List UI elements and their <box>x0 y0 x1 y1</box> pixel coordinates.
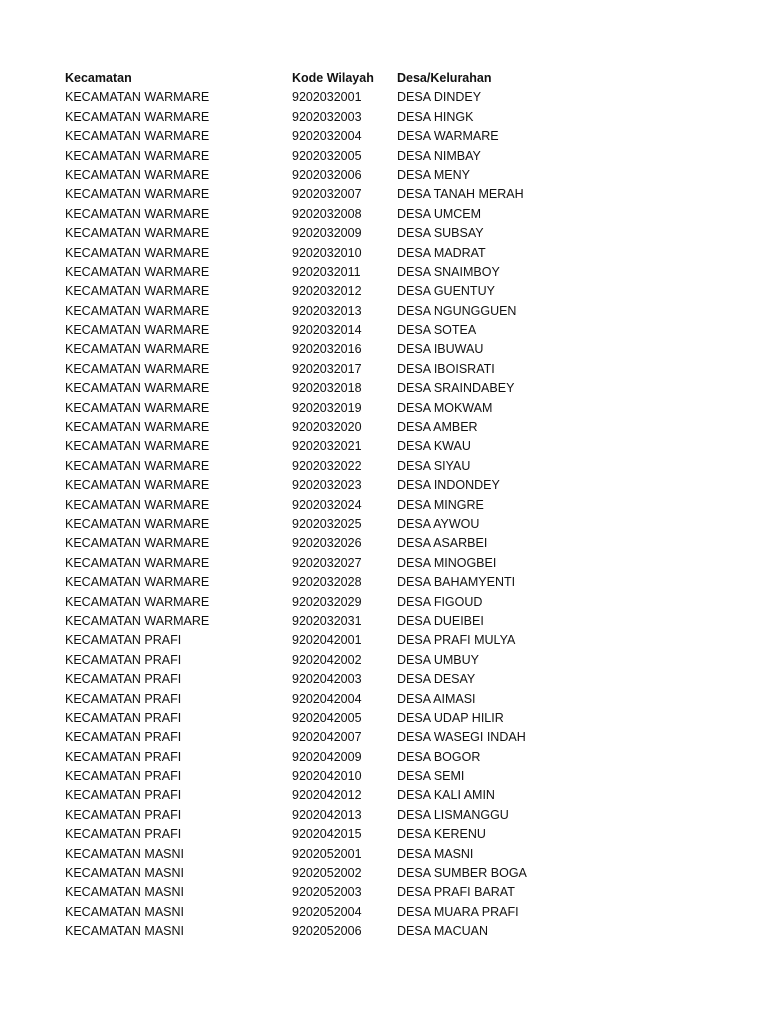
cell-kecamatan: KECAMATAN WARMARE <box>65 109 210 124</box>
cell-desa-kelurahan: DESA KWAU <box>397 439 471 454</box>
cell-kecamatan: KECAMATAN WARMARE <box>65 613 210 628</box>
table-row <box>65 515 585 534</box>
header-kode-wilayah: Kode Wilayah <box>292 71 374 85</box>
table-row <box>65 534 585 553</box>
cell-kecamatan: KECAMATAN WARMARE <box>65 129 210 144</box>
cell-kode-wilayah: 9202042002 <box>292 652 362 667</box>
cell-desa-kelurahan: DESA SEMI <box>397 769 465 784</box>
table-row <box>65 728 585 747</box>
cell-kode-wilayah: 9202032004 <box>292 129 362 144</box>
cell-kecamatan: KECAMATAN WARMARE <box>65 594 210 609</box>
cell-kode-wilayah: 9202032001 <box>292 90 362 105</box>
cell-kecamatan: KECAMATAN WARMARE <box>65 575 210 590</box>
cell-kode-wilayah: 9202032003 <box>292 109 362 124</box>
cell-kode-wilayah: 9202042003 <box>292 672 362 687</box>
table-body <box>65 88 585 941</box>
table-row <box>65 437 585 456</box>
cell-desa-kelurahan: DESA PRAFI MULYA <box>397 633 516 648</box>
cell-kecamatan: KECAMATAN WARMARE <box>65 284 210 299</box>
cell-desa-kelurahan: DESA AYWOU <box>397 516 480 531</box>
cell-kecamatan: KECAMATAN PRAFI <box>65 730 182 745</box>
cell-kode-wilayah: 9202032029 <box>292 594 362 609</box>
cell-desa-kelurahan: DESA BAHAMYENTI <box>397 575 516 590</box>
cell-kecamatan: KECAMATAN MASNI <box>65 846 184 861</box>
cell-desa-kelurahan: DESA MADRAT <box>397 245 486 260</box>
table-row <box>65 554 585 573</box>
table-row <box>65 476 585 495</box>
cell-desa-kelurahan: DESA HINGK <box>397 109 474 124</box>
table-row <box>65 340 585 359</box>
table-row <box>65 806 585 825</box>
cell-desa-kelurahan: DESA ASARBEI <box>397 536 488 551</box>
cell-kode-wilayah: 9202032009 <box>292 226 362 241</box>
table-row <box>65 786 585 805</box>
table-row <box>65 670 585 689</box>
cell-kecamatan: KECAMATAN WARMARE <box>65 187 210 202</box>
table-row <box>65 767 585 786</box>
table-row <box>65 457 585 476</box>
cell-kecamatan: KECAMATAN WARMARE <box>65 226 210 241</box>
cell-desa-kelurahan: DESA GUENTUY <box>397 284 495 299</box>
header-desa-kelurahan: Desa/Kelurahan <box>397 71 492 85</box>
table-row <box>65 147 585 166</box>
cell-kecamatan: KECAMATAN MASNI <box>65 924 184 939</box>
cell-kode-wilayah: 9202032006 <box>292 167 362 182</box>
table-row <box>65 379 585 398</box>
cell-kecamatan: KECAMATAN WARMARE <box>65 458 210 473</box>
cell-kecamatan: KECAMATAN PRAFI <box>65 827 182 842</box>
cell-kode-wilayah: 9202042010 <box>292 769 362 784</box>
table-row <box>65 883 585 902</box>
cell-kode-wilayah: 9202032010 <box>292 245 362 260</box>
table-row <box>65 709 585 728</box>
cell-kode-wilayah: 9202032027 <box>292 555 362 570</box>
cell-desa-kelurahan: DESA MACUAN <box>397 924 488 939</box>
table-row <box>65 418 585 437</box>
cell-kode-wilayah: 9202032016 <box>292 342 362 357</box>
cell-kode-wilayah: 9202032014 <box>292 323 362 338</box>
table-row <box>65 127 585 146</box>
cell-kecamatan: KECAMATAN PRAFI <box>65 633 182 648</box>
cell-kode-wilayah: 9202042013 <box>292 807 362 822</box>
cell-desa-kelurahan: DESA AIMASI <box>397 691 476 706</box>
table-row <box>65 631 585 650</box>
table-row <box>65 573 585 592</box>
cell-kecamatan: KECAMATAN WARMARE <box>65 342 210 357</box>
cell-kode-wilayah: 9202052001 <box>292 846 362 861</box>
cell-kode-wilayah: 9202042005 <box>292 710 362 725</box>
cell-kode-wilayah: 9202032011 <box>292 264 361 279</box>
cell-kecamatan: KECAMATAN PRAFI <box>65 691 182 706</box>
cell-kecamatan: KECAMATAN PRAFI <box>65 749 182 764</box>
cell-desa-kelurahan: DESA SOTEA <box>397 323 477 338</box>
cell-kecamatan: KECAMATAN WARMARE <box>65 497 210 512</box>
cell-kecamatan: KECAMATAN WARMARE <box>65 361 210 376</box>
cell-desa-kelurahan: DESA IBOISRATI <box>397 361 495 376</box>
cell-kode-wilayah: 9202032026 <box>292 536 362 551</box>
cell-kecamatan: KECAMATAN WARMARE <box>65 206 210 221</box>
cell-kode-wilayah: 9202042007 <box>292 730 362 745</box>
cell-kode-wilayah: 9202052006 <box>292 924 362 939</box>
cell-kecamatan: KECAMATAN WARMARE <box>65 420 210 435</box>
table-row <box>65 205 585 224</box>
cell-desa-kelurahan: DESA BOGOR <box>397 749 481 764</box>
cell-kecamatan: KECAMATAN PRAFI <box>65 672 182 687</box>
cell-desa-kelurahan: DESA KALI AMIN <box>397 788 495 803</box>
cell-kecamatan: KECAMATAN PRAFI <box>65 710 182 725</box>
cell-kecamatan: KECAMATAN MASNI <box>65 904 184 919</box>
table-row <box>65 244 585 263</box>
cell-desa-kelurahan: DESA MINOGBEI <box>397 555 497 570</box>
cell-desa-kelurahan: DESA MUARA PRAFI <box>397 904 519 919</box>
cell-kecamatan: KECAMATAN WARMARE <box>65 323 210 338</box>
table-row <box>65 651 585 670</box>
table-row <box>65 302 585 321</box>
cell-kecamatan: KECAMATAN WARMARE <box>65 400 210 415</box>
cell-desa-kelurahan: DESA MOKWAM <box>397 400 493 415</box>
cell-desa-kelurahan: DESA SNAIMBOY <box>397 264 500 279</box>
cell-kecamatan: KECAMATAN PRAFI <box>65 769 182 784</box>
cell-kecamatan: KECAMATAN WARMARE <box>65 148 210 163</box>
cell-desa-kelurahan: DESA WARMARE <box>397 129 499 144</box>
cell-kecamatan: KECAMATAN PRAFI <box>65 807 182 822</box>
cell-desa-kelurahan: DESA UDAP HILIR <box>397 710 504 725</box>
cell-kode-wilayah: 9202042009 <box>292 749 362 764</box>
cell-desa-kelurahan: DESA AMBER <box>397 420 478 435</box>
cell-desa-kelurahan: DESA DESAY <box>397 672 476 687</box>
cell-desa-kelurahan: DESA IBUWAU <box>397 342 484 357</box>
cell-kode-wilayah: 9202032012 <box>292 284 362 299</box>
table-row <box>65 748 585 767</box>
cell-kecamatan: KECAMATAN WARMARE <box>65 516 210 531</box>
cell-kecamatan: KECAMATAN WARMARE <box>65 245 210 260</box>
cell-kode-wilayah: 9202052003 <box>292 885 362 900</box>
cell-kecamatan: KECAMATAN WARMARE <box>65 439 210 454</box>
cell-kode-wilayah: 9202032019 <box>292 400 362 415</box>
cell-kode-wilayah: 9202032025 <box>292 516 362 531</box>
table-row <box>65 166 585 185</box>
data-table <box>65 69 585 942</box>
header-kecamatan: Kecamatan <box>65 71 132 85</box>
cell-desa-kelurahan: DESA SRAINDABEY <box>397 381 515 396</box>
cell-desa-kelurahan: DESA SUMBER BOGA <box>397 866 527 881</box>
cell-kode-wilayah: 9202032013 <box>292 303 362 318</box>
cell-desa-kelurahan: DESA UMBUY <box>397 652 479 667</box>
cell-kecamatan: KECAMATAN WARMARE <box>65 536 210 551</box>
cell-desa-kelurahan: DESA MENY <box>397 167 470 182</box>
cell-kecamatan: KECAMATAN MASNI <box>65 885 184 900</box>
cell-desa-kelurahan: DESA MASNI <box>397 846 474 861</box>
table-header <box>65 69 585 88</box>
cell-kode-wilayah: 9202032007 <box>292 187 362 202</box>
cell-kecamatan: KECAMATAN WARMARE <box>65 167 210 182</box>
cell-kode-wilayah: 9202042015 <box>292 827 362 842</box>
cell-kecamatan: KECAMATAN WARMARE <box>65 90 210 105</box>
cell-kode-wilayah: 9202032028 <box>292 575 362 590</box>
cell-desa-kelurahan: DESA DUEIBEI <box>397 613 484 628</box>
cell-desa-kelurahan: DESA NGUNGGUEN <box>397 303 517 318</box>
cell-desa-kelurahan: DESA SUBSAY <box>397 226 484 241</box>
cell-kecamatan: KECAMATAN WARMARE <box>65 478 210 493</box>
cell-kecamatan: KECAMATAN WARMARE <box>65 555 210 570</box>
table-row <box>65 593 585 612</box>
table-row <box>65 825 585 844</box>
cell-kode-wilayah: 9202042001 <box>292 633 362 648</box>
table-row <box>65 864 585 883</box>
cell-desa-kelurahan: DESA NIMBAY <box>397 148 481 163</box>
table-row <box>65 185 585 204</box>
cell-kode-wilayah: 9202032017 <box>292 361 362 376</box>
cell-kecamatan: KECAMATAN PRAFI <box>65 788 182 803</box>
cell-desa-kelurahan: DESA SIYAU <box>397 458 471 473</box>
cell-desa-kelurahan: DESA KERENU <box>397 827 486 842</box>
cell-desa-kelurahan: DESA TANAH MERAH <box>397 187 524 202</box>
cell-kode-wilayah: 9202032018 <box>292 381 362 396</box>
cell-desa-kelurahan: DESA WASEGI INDAH <box>397 730 526 745</box>
table-row <box>65 903 585 922</box>
cell-kode-wilayah: 9202032022 <box>292 458 362 473</box>
cell-kode-wilayah: 9202032023 <box>292 478 362 493</box>
table-row <box>65 360 585 379</box>
table-row <box>65 399 585 418</box>
table-row <box>65 922 585 941</box>
cell-kode-wilayah: 9202032008 <box>292 206 362 221</box>
cell-kecamatan: KECAMATAN PRAFI <box>65 652 182 667</box>
table-row <box>65 845 585 864</box>
table-row <box>65 224 585 243</box>
cell-desa-kelurahan: DESA MINGRE <box>397 497 484 512</box>
cell-kecamatan: KECAMATAN WARMARE <box>65 264 210 279</box>
cell-desa-kelurahan: DESA INDONDEY <box>397 478 500 493</box>
cell-desa-kelurahan: DESA DINDEY <box>397 90 482 105</box>
table-row <box>65 108 585 127</box>
table-row <box>65 690 585 709</box>
table-row <box>65 282 585 301</box>
cell-kode-wilayah: 9202052004 <box>292 904 362 919</box>
cell-kecamatan: KECAMATAN WARMARE <box>65 381 210 396</box>
table-row <box>65 496 585 515</box>
cell-kode-wilayah: 9202042004 <box>292 691 362 706</box>
cell-kode-wilayah: 9202032031 <box>292 613 362 628</box>
cell-kode-wilayah: 9202032005 <box>292 148 362 163</box>
cell-desa-kelurahan: DESA FIGOUD <box>397 594 483 609</box>
table-row <box>65 88 585 107</box>
cell-desa-kelurahan: DESA UMCEM <box>397 206 482 221</box>
table-row <box>65 612 585 631</box>
cell-kode-wilayah: 9202032024 <box>292 497 362 512</box>
cell-desa-kelurahan: DESA LISMANGGU <box>397 807 509 822</box>
cell-kode-wilayah: 9202042012 <box>292 788 362 803</box>
table-row <box>65 263 585 282</box>
table-row <box>65 321 585 340</box>
cell-kecamatan: KECAMATAN MASNI <box>65 866 184 881</box>
cell-kode-wilayah: 9202032020 <box>292 420 362 435</box>
cell-kode-wilayah: 9202052002 <box>292 866 362 881</box>
cell-desa-kelurahan: DESA PRAFI BARAT <box>397 885 515 900</box>
cell-kecamatan: KECAMATAN WARMARE <box>65 303 210 318</box>
cell-kode-wilayah: 9202032021 <box>292 439 362 454</box>
